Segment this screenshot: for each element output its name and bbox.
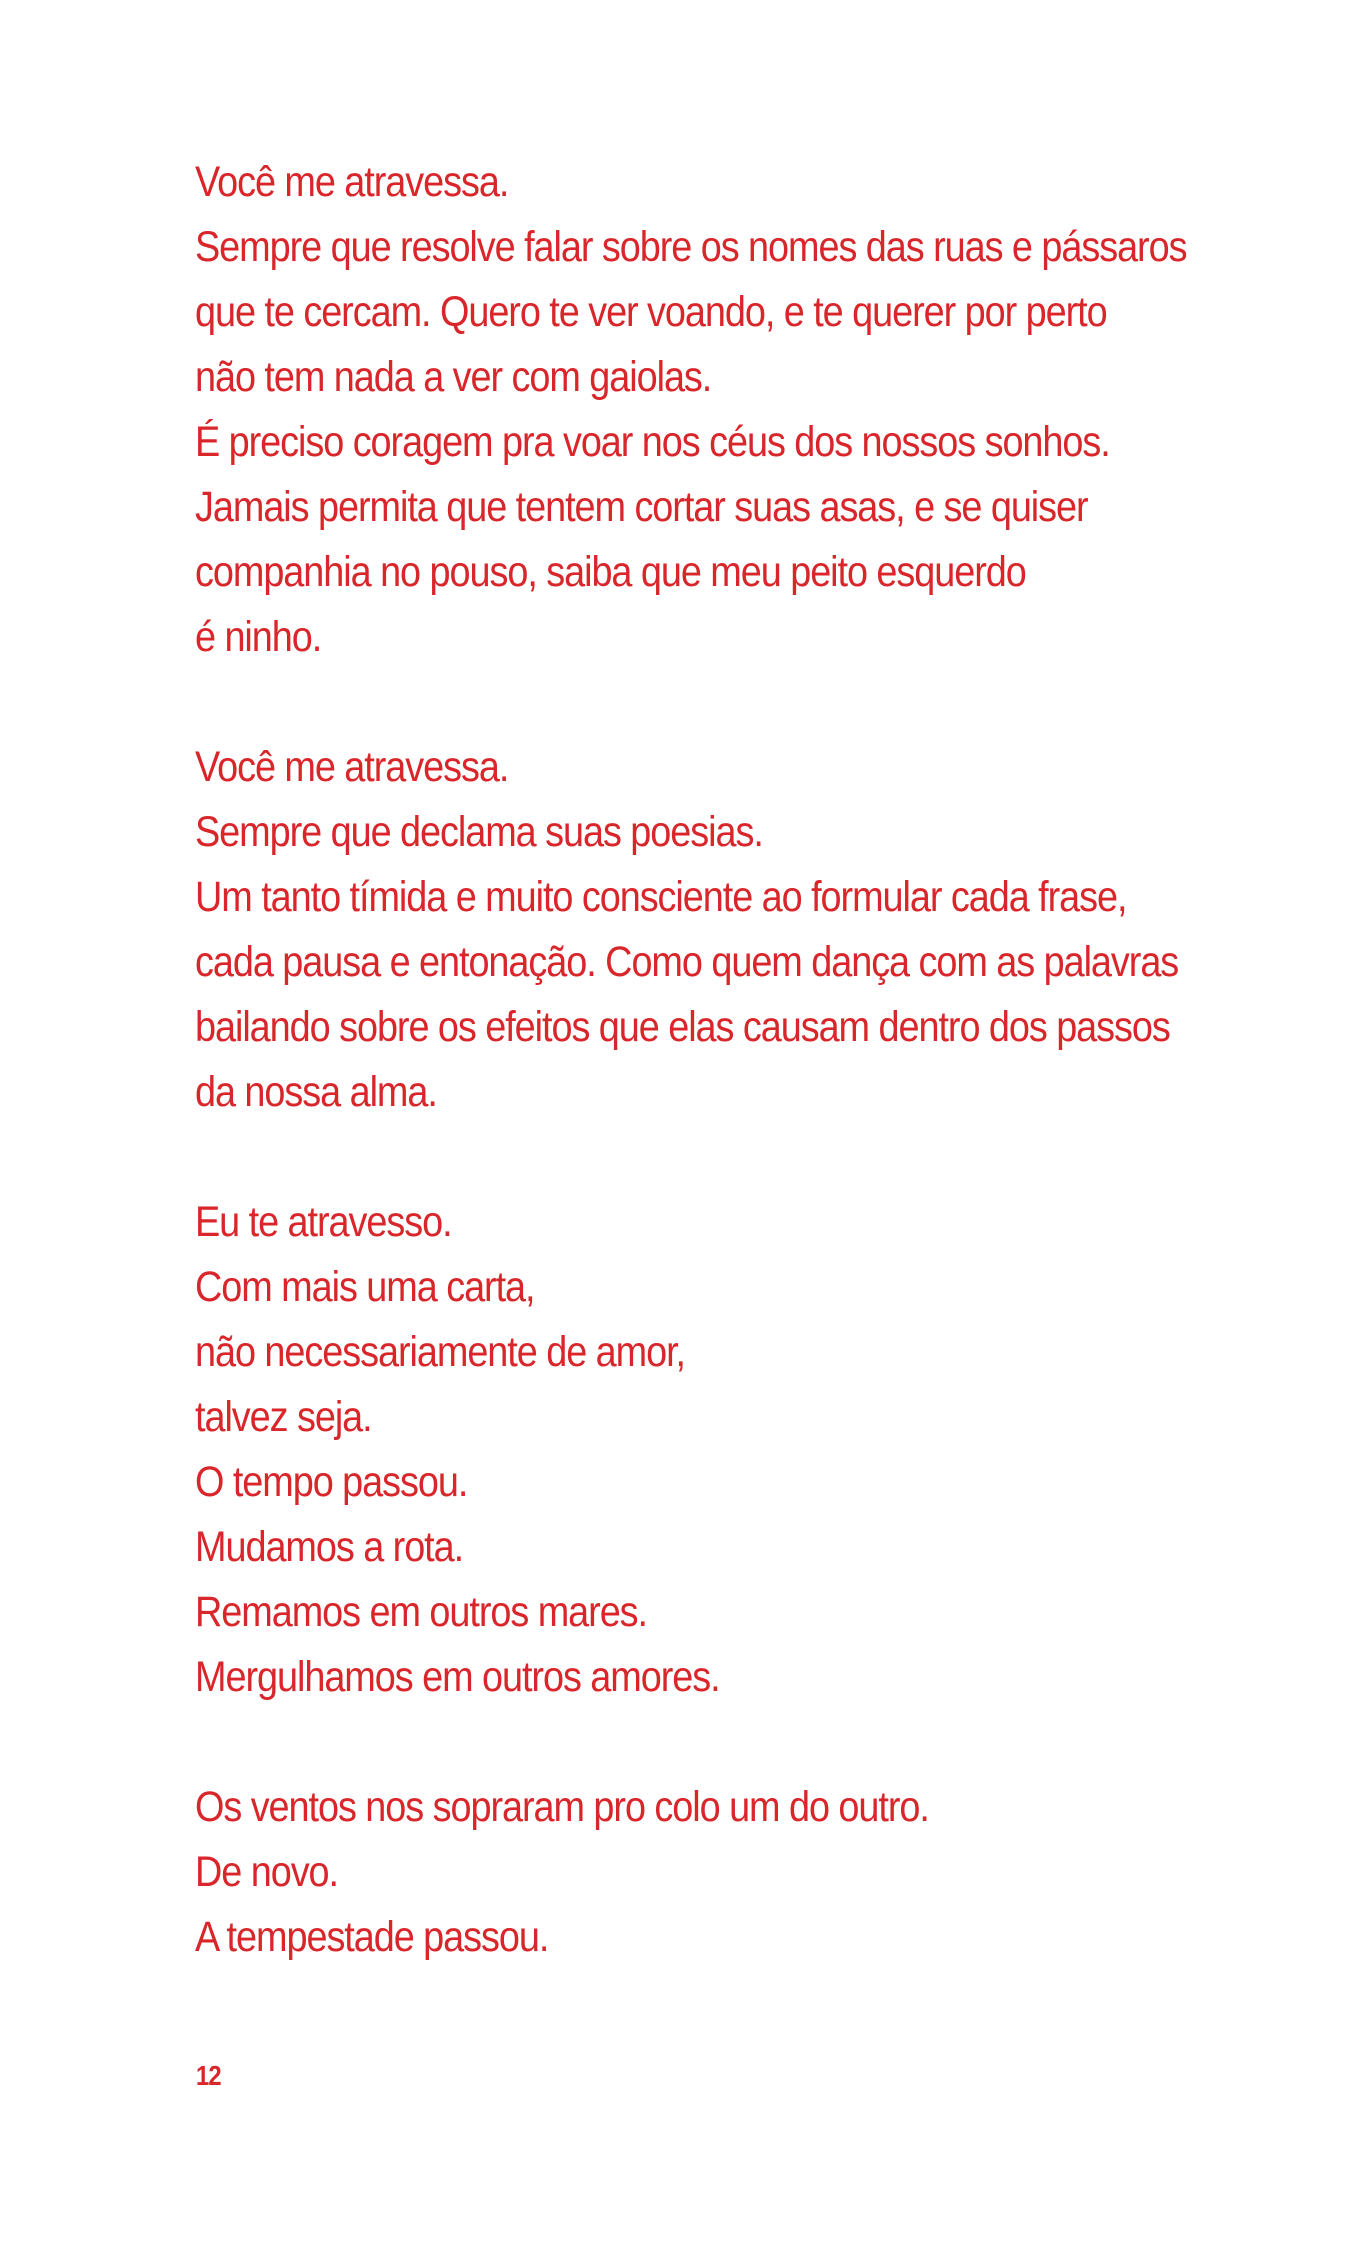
poem-line: Remamos em outros mares. (195, 1588, 648, 1636)
poem-line: O tempo passou. (195, 1458, 468, 1506)
poem-line: A tempestade passou. (195, 1913, 549, 1961)
stanza-1 (195, 150, 1187, 670)
stanza-3 (195, 1190, 1145, 1710)
poem-line: da nossa alma. (195, 1068, 437, 1116)
poem-line: não necessariamente de amor, (195, 1328, 685, 1376)
poem-line: É preciso coragem pra voar nos céus dos nossos sonhos. (195, 418, 1110, 466)
poem-line: Jamais permita que tentem cortar suas asas, e se quiser (195, 483, 1088, 531)
poem-line: Mudamos a rota. (195, 1523, 464, 1571)
poem-text (195, 150, 1187, 1970)
poem-line: Mergulhamos em outros amores. (195, 1653, 720, 1701)
poem-line: companhia no pouso, saiba que meu peito esquerdo (195, 548, 1026, 596)
poem-line: Você me atravessa. (195, 743, 509, 791)
poem-line: Os ventos nos sopraram pro colo um do outro. (195, 1783, 929, 1831)
poem-line: é ninho. (195, 613, 322, 661)
poem-line: talvez seja. (195, 1393, 372, 1441)
poem-line: Você me atravessa. (195, 158, 509, 206)
poem-line: Sempre que resolve falar sobre os nomes das ruas e pássaros (195, 223, 1187, 271)
poem-line: Eu te atravesso. (195, 1198, 452, 1246)
poem-line: Com mais uma carta, (195, 1263, 535, 1311)
poem-line: não tem nada a ver com gaiolas. (195, 353, 712, 401)
stanza-4 (195, 1775, 1145, 1970)
poem-line: que te cercam. Quero te ver voando, e te querer por perto (195, 288, 1107, 336)
poem-line: bailando sobre os efeitos que elas causam dentro dos passos (195, 1003, 1170, 1051)
stanza-2 (195, 735, 1179, 1125)
poem-line: Sempre que declama suas poesias. (195, 808, 763, 856)
poem-line: cada pausa e entonação. Como quem dança com as palavras (195, 938, 1179, 986)
page-number: 12 (196, 2060, 221, 2091)
poem-line: Um tanto tímida e muito consciente ao formular cada frase, (195, 873, 1127, 921)
poem-line: De novo. (195, 1848, 339, 1896)
